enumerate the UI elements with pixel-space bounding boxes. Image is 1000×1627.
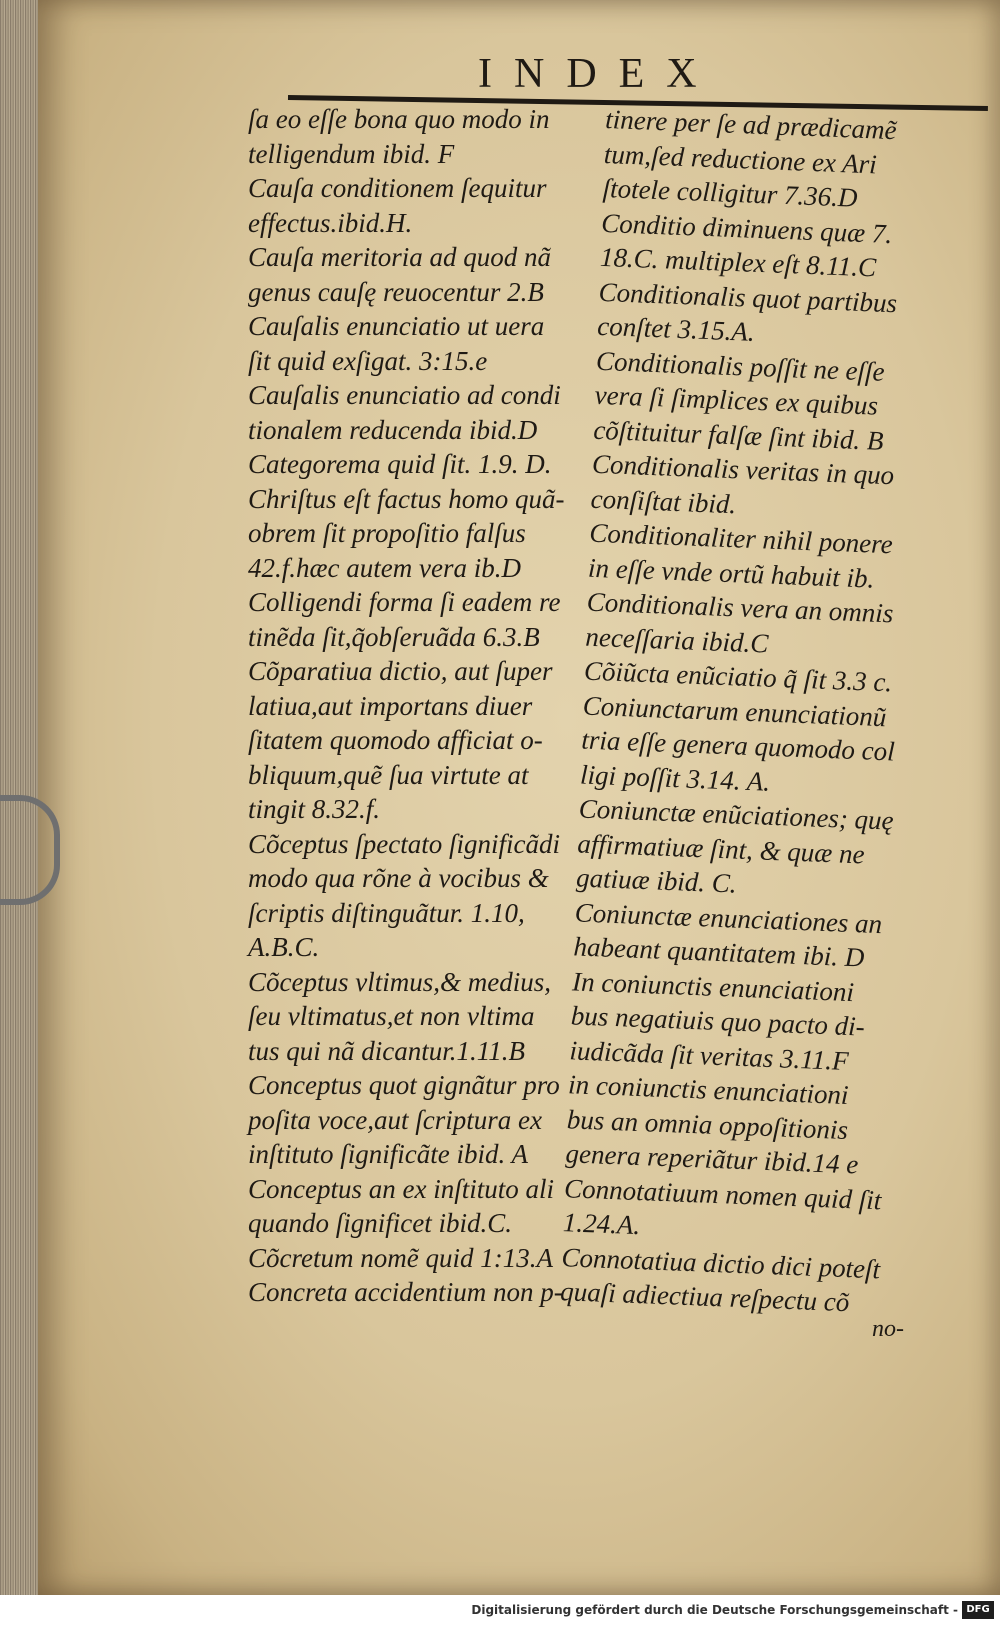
index-entry-line: genera reperiãtur ibid.14 e xyxy=(565,1138,859,1180)
index-entry-line: A.B.C. xyxy=(248,932,320,962)
index-entry-line: Conditio diminuens quæ 7. xyxy=(600,207,893,249)
index-entry-line: Coniunctarum enunciationũ xyxy=(582,690,887,732)
index-entry-line: poſita voce,aut ſcriptura ex xyxy=(248,1104,542,1135)
index-entry-line: Conditionalis quot partibus xyxy=(598,276,898,318)
index-entry-line: Chriſtus eſt factus homo quã- xyxy=(248,483,565,514)
index-entry-line: bus an omnia oppoſitionis xyxy=(566,1103,849,1145)
index-entry-line: ligi poſſit 3.14. A. xyxy=(579,759,771,797)
index-entry-line: Colligendi forma ſi eadem re xyxy=(248,587,561,617)
index-entry-line: Conceptus quot gignãtur pro xyxy=(248,1070,560,1100)
index-entry-line: latiua,aut importans diuer xyxy=(248,690,533,721)
index-entry-line: in coniunctis enunciationi xyxy=(567,1069,850,1111)
index-entry-line: Cõparatiua dictio, aut ſuper xyxy=(248,656,553,686)
index-entry-line: quaſi adiectiua reſpectu cõ xyxy=(559,1276,850,1318)
index-entry-line: Cõceptus ſpectato ſignificãdi xyxy=(248,828,560,859)
index-entry-line: tum,ſed reductione ex Ari xyxy=(603,138,878,179)
index-entry-line: Categorema quid ſit. 1.9. D. xyxy=(248,449,552,479)
right-index-column xyxy=(560,102,958,1322)
index-entry-line: affirmatiuæ ſint, & quæ ne xyxy=(576,827,866,869)
index-entry-line: Cõcretum nomẽ quid 1:13.A xyxy=(248,1242,553,1273)
index-entry-line: 18.C. multiplex eſt 8.11.C xyxy=(599,241,877,283)
index-entry-line: ſa eo eſſe bona quo modo in xyxy=(248,104,550,134)
index-entry-line: conſtet 3.15.A. xyxy=(596,310,756,347)
page-header: INDEX xyxy=(478,51,719,97)
index-entry-line: Conditionalis veritas in quo xyxy=(591,448,895,491)
page-clip xyxy=(0,795,60,905)
index-entry-line: habeant quantitatem ibi. D xyxy=(572,931,865,973)
dfg-logo: DFG xyxy=(962,1601,994,1619)
index-entry-line: Cõceptus vltimus,& medius, xyxy=(248,966,551,997)
index-entry-line: tingit 8.32.f. xyxy=(248,794,381,824)
index-entry-line: effectus.ibid.H. xyxy=(248,207,413,238)
index-entry-line: Cauſalis enunciatio ut uera xyxy=(248,311,545,341)
index-entry-line: 1.24.A. xyxy=(562,1207,641,1241)
index-entry-line: ſeu vltimatus,et non vltima xyxy=(248,1001,535,1031)
index-entry-line: ſcriptis diſtinguãtur. 1.10, xyxy=(248,897,525,928)
index-entry-line: inſtituto ſignificãte ibid. A xyxy=(248,1139,528,1169)
index-entry-line: Conditionaliter nihil ponere xyxy=(588,517,894,560)
index-entry-line: Conditionalis vera an omnis xyxy=(586,586,894,629)
index-entry-line: Cauſa meritoria ad quod nã xyxy=(248,242,552,272)
index-entry-line: Coniunctæ enũciationes; quę xyxy=(578,793,895,836)
index-entry-line: telligendum ibid. F xyxy=(248,138,455,169)
index-entry-line: neceſſaria ibid.C xyxy=(584,621,769,659)
index-entry-line: iudicãda ſit veritas 3.11.F xyxy=(569,1034,850,1076)
index-entry-line: 42.f.hæc autem vera ib.D xyxy=(248,552,521,583)
index-entry-line: ſit quid exſigat. 3:15.e xyxy=(248,345,488,376)
index-entry-line: vera ſi ſimplices ex quibus xyxy=(594,379,879,421)
index-entry-line: tinẽda ſit,q̃obſeruãda 6.3.B xyxy=(248,621,540,652)
index-entry-line: Cauſa conditionem ſequitur xyxy=(248,173,547,203)
index-entry-line: quando ſignificet ibid.C. xyxy=(248,1208,512,1238)
index-entry-line: Cauſalis enunciatio ad condi xyxy=(248,380,561,410)
index-entry-line: ſitatem quomodo afficiat o- xyxy=(248,725,543,755)
footer-bar xyxy=(0,1595,1000,1627)
index-entry-line: gatiuæ ibid. C. xyxy=(575,862,738,899)
footer-text: Digitalisierung gefördert durch die Deutsche Forschungsgemeinschaft - xyxy=(471,1603,958,1617)
index-entry-line: ſtotele colligitur 7.36.D xyxy=(602,172,859,213)
index-entry-line: Connotatiuum nomen quid ſit xyxy=(563,1172,882,1215)
index-entry-line: bliquum,quẽ ſua virtute at xyxy=(248,759,529,790)
index-entry-line: Coniunctæ enunciationes an xyxy=(574,896,883,939)
index-entry-line: bus negatiuis quo pacto di- xyxy=(570,1000,866,1042)
index-entry-line: Conceptus an ex inſtituto ali xyxy=(248,1173,554,1204)
index-entry-line: In coniunctis enunciationi xyxy=(571,965,855,1007)
index-entry-line: tinere per ſe ad prædicamẽ xyxy=(604,103,898,146)
index-entry-line: cõſtituitur falſæ ſint ibid. B xyxy=(592,414,885,456)
index-entry-line: Connotatiua dictio dici poteſt xyxy=(561,1241,881,1284)
index-entry-line: Conditionalis poſſit ne eſſe xyxy=(595,345,886,387)
index-entry-line: conſiſtat ibid. xyxy=(590,483,737,519)
index-entry-line: genus cauſę reuocentur 2.B xyxy=(248,276,544,307)
index-entry-line: Cõiũcta enũciatio q̃ ſit 3.3 c. xyxy=(583,655,893,698)
index-entry-line: modo qua rõne à vocibus & xyxy=(248,863,549,893)
index-entry-line: in eſſe vnde ortũ habuit ib. xyxy=(587,552,875,594)
index-entry-line: tionalem reducenda ibid.D xyxy=(248,414,538,445)
index-entry-line: Concreta accidentium non p- xyxy=(248,1277,563,1307)
left-index-column xyxy=(248,102,610,1310)
catchword: no- xyxy=(872,1316,904,1342)
index-entry-line: tus qui nã dicantur.1.11.B xyxy=(248,1035,526,1066)
index-entry-line: tria eſſe genera quomodo col xyxy=(580,724,896,767)
index-entry-line: obrem ſit propoſitio falſus xyxy=(248,518,526,548)
